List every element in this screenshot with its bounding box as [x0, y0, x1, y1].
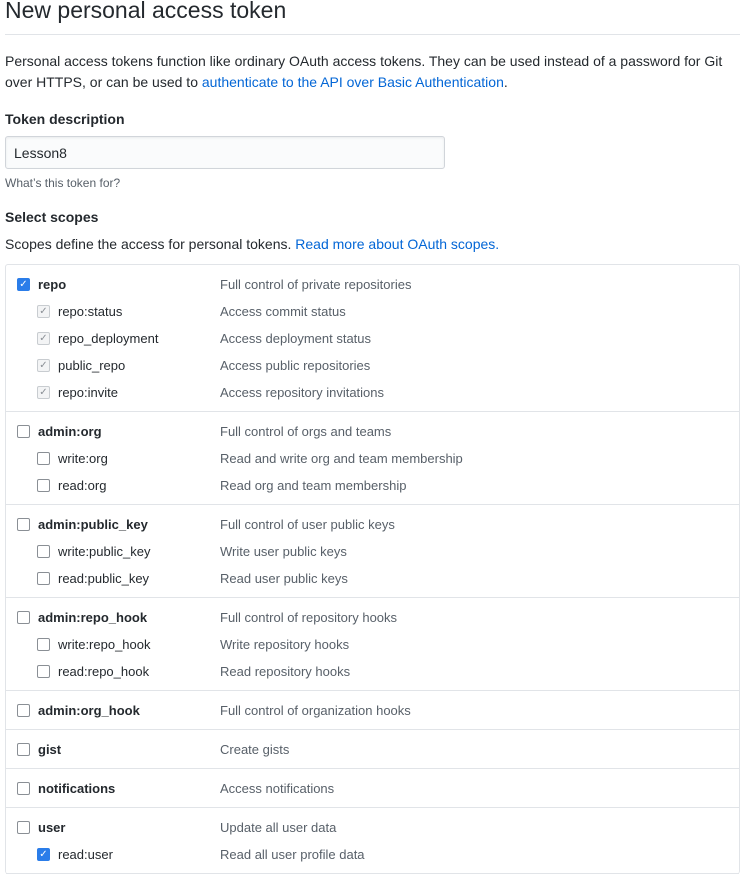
scope-description: Full control of organization hooks [220, 703, 411, 718]
scope-row-admin-repo-hook [6, 604, 739, 631]
scope-name[interactable]: repo [38, 277, 67, 292]
scope-description: Access deployment status [220, 331, 372, 346]
token-description-label: Token description [5, 111, 125, 127]
scope-checkbox-repo-invite[interactable]: ✓ [37, 386, 50, 399]
scope-checkbox-write-public-key[interactable] [37, 545, 50, 558]
scope-name[interactable]: notifications [38, 781, 116, 796]
scope-checkbox-repo-deployment[interactable]: ✓ [37, 332, 50, 345]
subscope-row-write-public-key [6, 538, 739, 565]
scope-checkbox-admin-public-key[interactable] [17, 518, 30, 531]
scope-group-admin-repo-hook [6, 598, 739, 691]
oauth-scopes-link[interactable]: Read more about OAuth scopes. [295, 236, 500, 252]
scope-row-gist [6, 736, 739, 763]
scope-checkbox-repo-status[interactable]: ✓ [37, 305, 50, 318]
scopes-list [5, 264, 740, 874]
page-title: New personal access token [5, 0, 287, 23]
scope-name[interactable]: admin:org [38, 424, 102, 439]
intro-paragraph [5, 51, 735, 93]
subscope-row-write-repo-hook [6, 631, 739, 658]
subscope-row-repo-status [6, 298, 739, 325]
scope-description: Read org and team membership [220, 478, 407, 493]
scope-group-gist [6, 730, 739, 769]
scope-checkbox-read-user[interactable]: ✓ [37, 848, 50, 861]
subscope-row-read-repo-hook [6, 658, 739, 685]
subscope-row-read-public-key [6, 565, 739, 592]
scope-checkbox-admin-org-hook[interactable] [17, 704, 30, 717]
scope-description: Read and write org and team membership [220, 451, 463, 466]
scope-description: Full control of user public keys [220, 517, 395, 532]
scope-row-admin-public-key [6, 511, 739, 538]
scope-description: Create gists [220, 742, 290, 757]
scope-description: Access repository invitations [220, 385, 385, 400]
scope-description: Access notifications [220, 781, 335, 796]
scope-description: Update all user data [220, 820, 337, 835]
scope-group-repo [6, 265, 739, 412]
scope-checkbox-read-org[interactable] [37, 479, 50, 492]
scope-checkbox-notifications[interactable] [17, 782, 30, 795]
scope-description: Access commit status [220, 304, 346, 319]
scope-name[interactable]: admin:org_hook [38, 703, 140, 718]
scope-row-user [6, 814, 739, 841]
token-description-input[interactable] [5, 136, 445, 169]
scope-name[interactable]: write:repo_hook [58, 637, 151, 652]
scope-checkbox-public-repo[interactable]: ✓ [37, 359, 50, 372]
scope-name[interactable]: admin:public_key [38, 517, 148, 532]
scope-description: Full control of private repositories [220, 277, 412, 292]
scope-checkbox-admin-org[interactable] [17, 425, 30, 438]
scope-group-user [6, 808, 739, 874]
scope-checkbox-gist[interactable] [17, 743, 30, 756]
subscope-row-read-org [6, 472, 739, 499]
scope-name[interactable]: repo:invite [58, 385, 118, 400]
scope-name[interactable]: admin:repo_hook [38, 610, 148, 625]
scope-group-admin-public-key [6, 505, 739, 598]
scope-name[interactable]: public_repo [58, 358, 126, 373]
scope-description: Write repository hooks [220, 637, 350, 652]
title-divider [5, 34, 740, 35]
scope-group-admin-org [6, 412, 739, 505]
scope-checkbox-user[interactable] [17, 821, 30, 834]
scopes-intro-text: Scopes define the access for personal tokens. [5, 236, 296, 252]
scope-name[interactable]: read:public_key [58, 571, 150, 586]
scope-checkbox-write-org[interactable] [37, 452, 50, 465]
scope-description: Full control of orgs and teams [220, 424, 392, 439]
token-description-note: What’s this token for? [5, 176, 121, 190]
scope-name[interactable]: read:repo_hook [58, 664, 150, 679]
scope-name[interactable]: read:org [58, 478, 107, 493]
subscope-row-repo-deployment [6, 325, 739, 352]
subscope-row-public-repo [6, 352, 739, 379]
scope-description: Write user public keys [220, 544, 347, 559]
select-scopes-label: Select scopes [5, 209, 99, 225]
scope-description: Read all user profile data [220, 847, 365, 862]
scope-description: Read repository hooks [220, 664, 351, 679]
scope-checkbox-write-repo-hook[interactable] [37, 638, 50, 651]
scope-row-notifications [6, 775, 739, 802]
scope-group-admin-org-hook [6, 691, 739, 730]
intro-text: Personal access tokens function like ordinary OAuth access tokens. They can be used instead of a password for Git over HTTPS, or can be used to [5, 53, 723, 90]
scope-description: Read user public keys [220, 571, 348, 586]
scope-name[interactable]: write:public_key [58, 544, 151, 559]
scope-description: Full control of repository hooks [220, 610, 398, 625]
scope-description: Access public repositories [220, 358, 371, 373]
scope-row-admin-org [6, 418, 739, 445]
scope-checkbox-admin-repo-hook[interactable] [17, 611, 30, 624]
intro-end: . [503, 74, 508, 90]
scope-name[interactable]: gist [38, 742, 62, 757]
scope-name[interactable]: user [38, 820, 66, 835]
subscope-row-write-org [6, 445, 739, 472]
scope-name[interactable]: repo:status [58, 304, 123, 319]
scope-row-admin-org-hook [6, 697, 739, 724]
scope-checkbox-read-public-key[interactable] [37, 572, 50, 585]
basic-auth-link[interactable]: authenticate to the API over Basic Authentication [201, 74, 504, 90]
scope-group-notifications [6, 769, 739, 808]
scope-name[interactable]: read:user [58, 847, 113, 862]
scope-row-repo [6, 271, 739, 298]
scope-checkbox-read-repo-hook[interactable] [37, 665, 50, 678]
subscope-row-read-user [6, 841, 739, 868]
scope-name[interactable]: write:org [58, 451, 108, 466]
subscope-row-repo-invite [6, 379, 739, 406]
scope-checkbox-repo[interactable]: ✓ [17, 278, 30, 291]
scopes-intro [5, 234, 499, 254]
scope-name[interactable]: repo_deployment [58, 331, 159, 346]
